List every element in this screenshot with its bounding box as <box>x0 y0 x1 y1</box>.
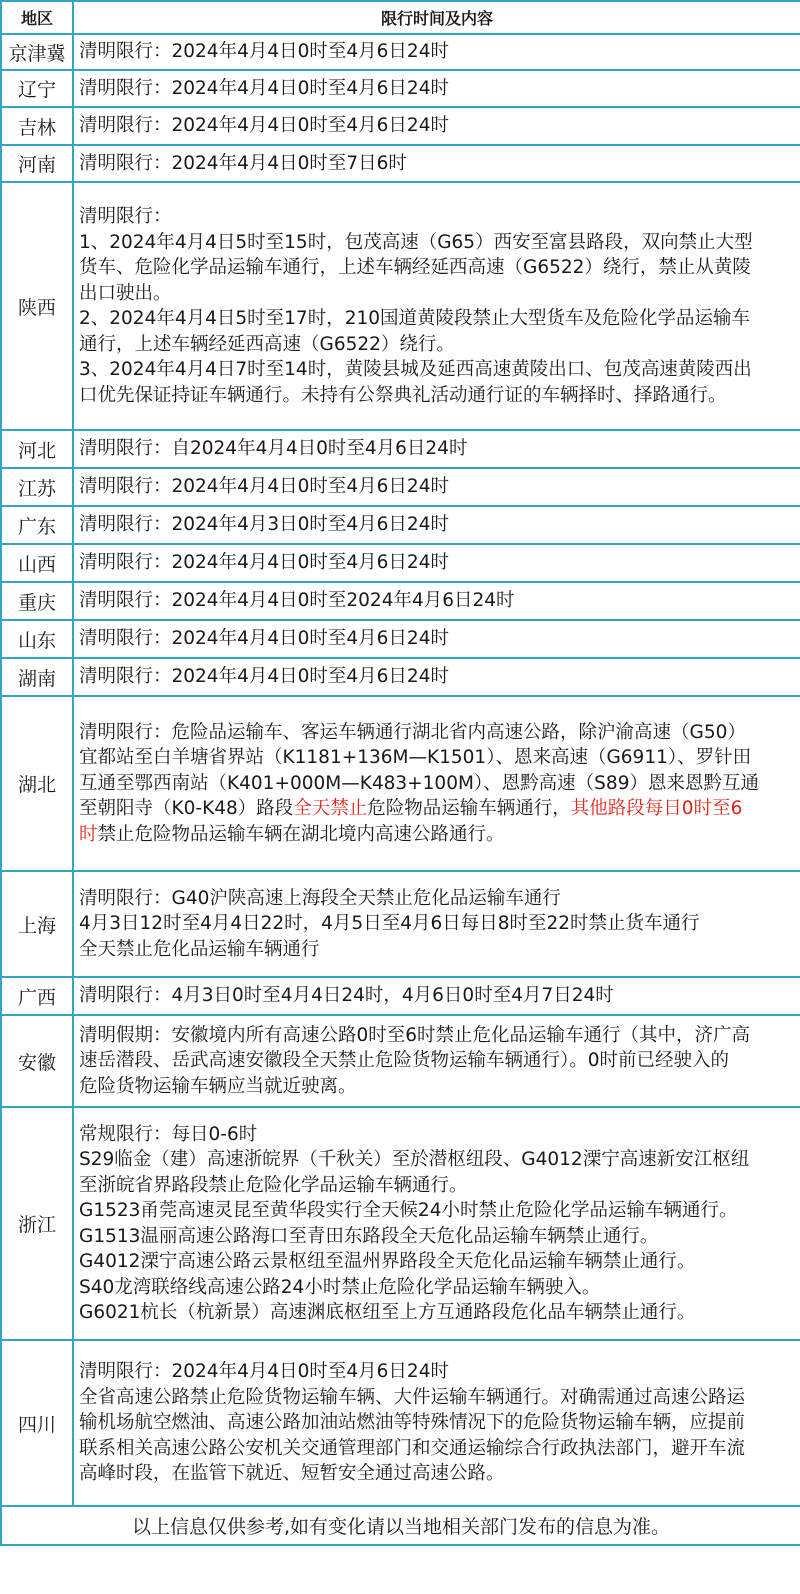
region-cell: 四川 <box>1 1340 73 1506</box>
content-cell <box>73 977 800 1015</box>
content-text: 清明限行：2024年4月4日0时至4月6日24时 <box>79 552 449 574</box>
content-cell <box>73 620 800 658</box>
footer-note: 以上信息仅供参考,如有变化请以当地相关部门发布的信息为准。 <box>1 1506 800 1545</box>
table-row <box>1 544 800 582</box>
region-cell: 辽宁 <box>1 70 73 107</box>
region-cell: 广东 <box>1 506 73 544</box>
region-cell: 陕西 <box>1 182 73 430</box>
content-line: 清明限行：G40沪陕高速上海段全天禁止危化品运输车通行 <box>79 887 561 909</box>
table-row <box>1 70 800 107</box>
content-cell <box>73 107 800 145</box>
content-line: G6021杭长（杭新景）高速渊底枢纽至上方互通路段危化品车辆禁止通行。 <box>79 1302 696 1323</box>
content-cell <box>73 658 800 696</box>
content-line <box>79 796 796 822</box>
content-text: 清明限行：2024年4月4日0时至2024年4月6日24时 <box>79 590 515 612</box>
content-cell <box>73 182 800 430</box>
footer-row <box>1 1506 800 1545</box>
content-line: 危险货物运输车辆应当就近驶离。 <box>79 1075 357 1097</box>
content-cell <box>73 544 800 582</box>
region-cell: 上海 <box>1 871 73 977</box>
content-line: G1513温丽高速公路海口至青田东路段全天危化品运输车辆禁止通行。 <box>79 1225 659 1247</box>
content-cell <box>73 430 800 468</box>
table-row <box>1 468 800 506</box>
header-region: 地区 <box>1 1 73 34</box>
content-line: G1523甬莞高速灵昆至黄华段实行全天候24小时禁止危险化学品运输车辆通行。 <box>79 1200 738 1221</box>
region-cell: 湖南 <box>1 658 73 696</box>
table-row <box>1 34 800 70</box>
content-line: 通行，上述车辆经延西高速（G6522）绕行。 <box>79 333 455 355</box>
header-content: 限行时间及内容 <box>73 1 800 34</box>
content-segment: 禁止危险物品运输车辆在湖北境内高速公路通行。 <box>97 823 505 845</box>
content-line: 货车、危险化学品运输车通行，上述车辆经延西高速（G6522）绕行，禁止从黄陵 <box>79 257 751 278</box>
region-cell: 吉林 <box>1 107 73 145</box>
content-line: 全省高速公路禁止危险货物运输车辆、大件运输车辆通行。对确需通过高速公路运 <box>79 1386 746 1408</box>
content-line <box>79 822 796 848</box>
content-line: 常规限行：每日0-6时 <box>79 1123 258 1145</box>
content-line: 3、2024年4月4日7时至14时，黄陵县城及延西高速黄陵出口、包茂高速黄陵西出 <box>79 359 752 380</box>
content-cell <box>73 1107 800 1340</box>
content-segment: 至朝阳寺（K0-K48）路段 <box>79 798 294 820</box>
content-cell <box>73 145 800 182</box>
region-cell: 山西 <box>1 544 73 582</box>
content-cell <box>73 696 800 871</box>
highlight-text: 其他路段每日0时至6 <box>570 798 743 820</box>
content-text: 清明限行：4月3日0时至4月4日24时，4月6日0时至4月7日24时 <box>79 985 614 1007</box>
region-cell: 湖北 <box>1 696 73 871</box>
table-row <box>1 145 800 182</box>
content-line: 口优先保证持证车辆通行。未持有公祭典礼活动通行证的车辆择时、择路通行。 <box>79 384 727 406</box>
content-line: 清明假期：安徽境内所有高速公路0时至6时禁止危化品运输车通行（其中，济广高 <box>79 1024 751 1046</box>
content-cell <box>73 468 800 506</box>
table-row <box>1 658 800 696</box>
content-line: 速岳潜段、岳武高速安徽段全天禁止危险货物运输车辆通行）。0时前已经驶入的 <box>79 1050 730 1072</box>
content-line: 4月3日12时至4月4日22时，4月5日至4月6日每日8时至22时禁止货车通行 <box>79 913 700 935</box>
table-row <box>1 871 800 977</box>
content-text: 清明限行：2024年4月4日0时至4月6日24时 <box>79 628 449 650</box>
region-cell: 河北 <box>1 430 73 468</box>
content-line: G4012溧宁高速公路云景枢纽至温州界路段全天危化品运输车辆禁止通行。 <box>79 1251 696 1272</box>
content-line: 互通至鄂西南站（K401+000M—K483+100M）、恩黔高速（S89）恩来恩黔互通 <box>79 772 759 794</box>
table-row <box>1 1015 800 1107</box>
content-cell <box>73 1340 800 1506</box>
region-cell: 浙江 <box>1 1107 73 1340</box>
highlight-text: 时 <box>79 823 98 845</box>
content-cell <box>73 70 800 107</box>
content-line: 清明限行：危险品运输车、客运车辆通行湖北省内高速公路，除沪渝高速（G50） <box>79 721 746 743</box>
content-line: S40龙湾联络线高速公路24小时禁止危险化学品运输车辆驶入。 <box>79 1276 601 1298</box>
content-text: 清明限行：2024年4月4日0时至4月6日24时 <box>79 115 449 137</box>
content-line: S29临金（建）高速浙皖界（千秋关）至於潜枢纽段、G4012溧宁高速新安江枢纽 <box>79 1149 750 1170</box>
region-cell: 山东 <box>1 620 73 658</box>
content-text: 清明限行：2024年4月3日0时至4月6日24时 <box>79 514 449 536</box>
table-row <box>1 182 800 430</box>
table-row <box>1 107 800 145</box>
table-row <box>1 1107 800 1340</box>
content-text: 清明限行：2024年4月4日0时至7日6时 <box>79 152 407 174</box>
content-text: 清明限行：2024年4月4日0时至4月6日24时 <box>79 77 449 99</box>
content-cell <box>73 871 800 977</box>
table-row <box>1 977 800 1015</box>
region-cell: 江苏 <box>1 468 73 506</box>
content-cell <box>73 34 800 70</box>
content-cell <box>73 506 800 544</box>
content-line: 2、2024年4月4日5时至17时，210国道黄陵段禁止大型货车及危险化学品运输车 <box>79 308 751 329</box>
content-cell <box>73 1015 800 1107</box>
table-row <box>1 582 800 620</box>
content-text: 清明限行：2024年4月4日0时至4月6日24时 <box>79 476 449 498</box>
content-line: 全天禁止危化品运输车辆通行 <box>79 938 320 960</box>
header-row <box>1 1 800 34</box>
content-text: 清明限行：自2024年4月4日0时至4月6日24时 <box>79 438 468 460</box>
region-cell: 重庆 <box>1 582 73 620</box>
table-row <box>1 696 800 871</box>
highlight-text: 全天禁止 <box>293 798 368 820</box>
content-line: 清明限行： <box>79 206 172 227</box>
content-text: 清明限行：2024年4月4日0时至4月6日24时 <box>79 41 449 63</box>
content-line: 至浙皖省界路段禁止危险化学品运输车辆通行。 <box>79 1174 468 1196</box>
table-row <box>1 1340 800 1506</box>
region-cell: 京津冀 <box>1 34 73 70</box>
table-row <box>1 620 800 658</box>
content-cell <box>73 582 800 620</box>
content-line: 联系相关高速公路公安机关交通管理部门和交通运输综合行政执法部门，避开车流 <box>79 1437 746 1459</box>
content-line: 输机场航空燃油、高速公路加油站燃油等特殊情况下的危险货物运输车辆，应提前 <box>79 1412 746 1434</box>
content-line: 出口驶出。 <box>79 282 172 304</box>
region-cell: 广西 <box>1 977 73 1015</box>
region-cell: 河南 <box>1 145 73 182</box>
content-segment: 危险物品运输车辆通行， <box>367 798 571 820</box>
table-row <box>1 506 800 544</box>
content-line: 清明限行：2024年4月4日0时至4月6日24时 <box>79 1361 449 1383</box>
table-row <box>1 430 800 468</box>
content-line: 宜都站至白羊塘省界站（K1181+136M—K1501）、恩来高速（G6911）、罗针田 <box>79 747 752 769</box>
content-line: 高峰时段，在监管下就近、短暂安全通过高速公路。 <box>79 1463 505 1485</box>
region-cell: 安徽 <box>1 1015 73 1107</box>
content-line: 1、2024年4月4日5时至15时，包茂高速（G65）西安至富县路段，双向禁止大型 <box>79 231 753 253</box>
content-text: 清明限行：2024年4月4日0时至4月6日24时 <box>79 666 449 688</box>
